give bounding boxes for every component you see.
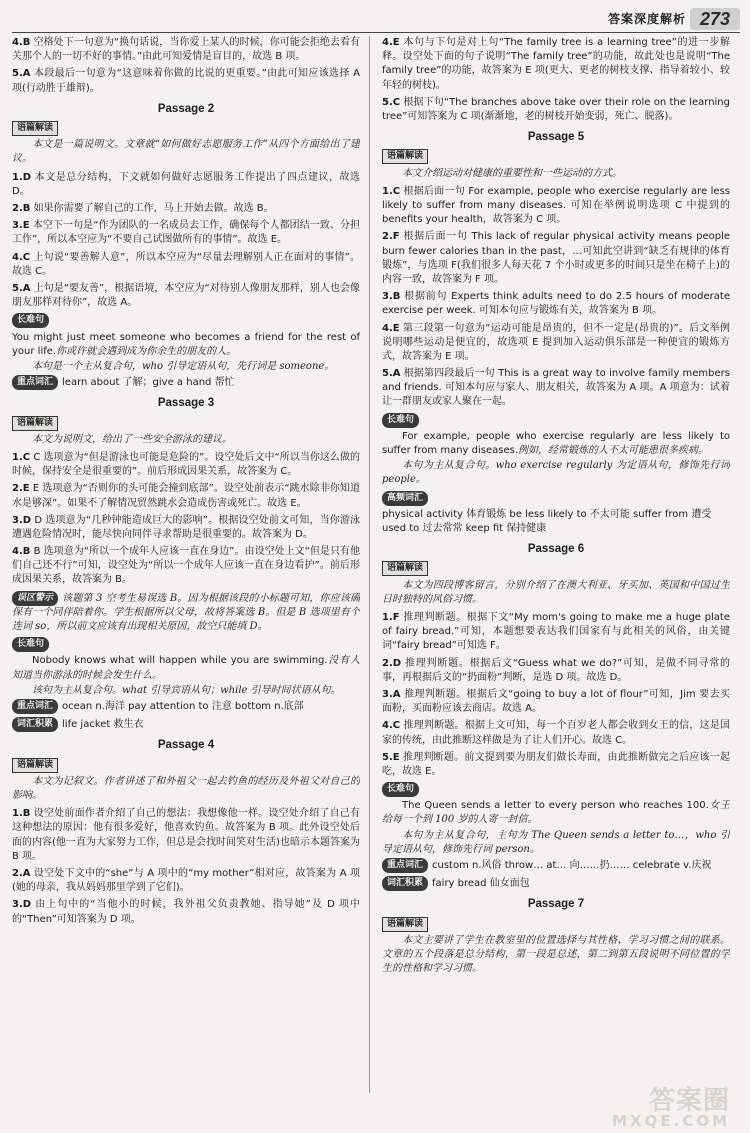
passage-6-answers	[382, 611, 730, 779]
passage-6-title: Passage 6	[527, 543, 585, 556]
vocab-tag: 词汇积累	[12, 717, 58, 732]
answer-number: 3.D	[12, 899, 32, 911]
answer-explanation: B 选项意为“所以一个成年人应该一直在身边”。由设空处上文“但是只有他们自己还不行”可知，设空处为“所以一个成年人应该一直在身边看护”。前后形成因果关系，故答案为 B。	[12, 546, 360, 586]
answer-number: 4.E	[382, 37, 400, 48]
long-sentence-en: The Queen sends a letter to every person who reaches 100.	[402, 800, 709, 812]
site-watermark	[612, 1088, 730, 1129]
answer-number: 5.A	[12, 282, 31, 294]
long-sentence-en: For example, people who exercise regularly are less likely to suffer from many diseases.	[382, 430, 730, 457]
answer-item	[382, 657, 730, 685]
error-warning-tag: 误区警示	[12, 591, 58, 606]
passage-3-summary: 本文为说明文，给出了一些安全游泳的建议。	[32, 433, 232, 445]
answer-number: 5.E	[382, 751, 400, 763]
passage-7-summary: 本文主要讲了学生在教室里的位置选择与其性格、学习习惯之间的联系。文章的五个段落是总分结构，第一段是总述，第二到第五段说明不同位置的学生的性格和学习习惯。	[382, 934, 730, 975]
answer-number: 5.A	[382, 368, 401, 380]
vocab-tag: 重点词汇	[12, 699, 58, 714]
header-title: 答案深度解析	[607, 12, 686, 26]
answer-explanation: 根据后面一句 This lack of regular physical activity means people burn fewer calories than in the past，…可知此空讲到“缺乏有规律的体育锻炼”，与选项 F(我们很多人每天花 7 个小时或更多的时间只是坐在椅子上)的内容一致，故答案为 F 项。	[382, 231, 730, 285]
answer-number: 5.A	[12, 68, 31, 80]
passage-2-title: Passage 2	[157, 102, 215, 115]
vocab-tag: 重点词汇	[382, 858, 428, 873]
answer-explanation: 本文是总分结构，下文就如何做好志愿服务工作提出了四点建议，故选 D。	[12, 171, 360, 197]
answer-explanation: 上句是“要友善”，根据语境，本空应为“对待别人像朋友那样，别人也会像朋友那样对待你”，故选 A。	[12, 282, 360, 309]
vocab-text: learn about 了解；give a hand 帮忙	[62, 377, 235, 389]
answer-item	[382, 719, 730, 747]
long-sentence-cn: 你或许就会遇到成为你余生的朋友的人。	[56, 345, 237, 357]
answer-explanation: 本句与下句是对上句“The family tree is a learning tree”的进一步解释。设空处下面的句子说明“The family tree”的功能，故此处也是说明“The family tree”的功能，故答案为 E 项(更大、更老的树枝支撑、指导着较小、较年轻的树枝)。	[382, 37, 730, 91]
answer-explanation: 推理判断题。根据上文可知，每一个百岁老人都会收到女王的信，这是国家的传统，由此推断这样做是为了让人们开心。故选 C。	[382, 720, 730, 746]
passage-5-summary: 本文介绍运动对健康的重要性和一些运动的方式。	[402, 167, 622, 179]
answer-item	[12, 867, 360, 895]
answer-number: 1.D	[12, 171, 32, 183]
vocab-text: life jacket 救生衣	[62, 719, 144, 731]
long-sentence-note: 本句为主从复合句，主句为 The Queen sends a letter to…，who 引导定语从句，修饰先行词 person。	[382, 829, 730, 855]
vocab-tag: 词汇积累	[382, 876, 428, 891]
answer-number: 3.D	[12, 514, 32, 526]
answer-item	[12, 171, 360, 199]
long-sentence-cn: 女王给每一个到 100 岁的人寄一封信。	[382, 800, 730, 826]
long-sentence-cn: 例如，经常锻炼的人不太可能患很多疾病。	[518, 445, 709, 457]
error-warning-text: 该题第 3 空考生易误选 B。因为根据该段的小标题可知，你应该确保有一个同伴陪着你。学生根据所以父母，故将答案选 B。但是 B 选项里有个连词 so，所以前文应该有出现相关原因，故空只能填 D。	[12, 592, 360, 633]
answer-item	[382, 96, 730, 124]
header-rule	[12, 32, 740, 33]
answer-number: 3.A	[382, 688, 401, 700]
answer-number: 3.B	[382, 291, 401, 303]
long-sentence-tag: 长难句	[382, 413, 419, 428]
long-sentence-en: Nobody knows what will happen while you are swimming.	[32, 655, 328, 667]
vocab-tag: 高频词汇	[382, 491, 428, 506]
answer-item	[12, 251, 360, 279]
long-sentence-en: You might just meet someone who becomes a friend for the rest of your life.	[12, 331, 360, 357]
passage-5-answers	[382, 185, 730, 410]
watermark-main: 答案圈	[648, 1086, 730, 1116]
answer-explanation: 第三段第一句意为“运动可能是昂贵的，但不一定是(昂贵的)”。后文举例说明哪些运动是便宜的，故选项 E 提到加入运动俱乐部是一种便宜的锻炼方式，故答案为 E 项。	[382, 322, 730, 362]
page-header	[0, 8, 750, 30]
answer-number: 1.C	[12, 451, 31, 463]
answer-item	[382, 688, 730, 716]
answer-number: 5.C	[382, 96, 401, 108]
answer-explanation: 如果你需要了解自己的工作，马上开始去做。故选 B。	[30, 203, 274, 215]
vocab-tag: 重点词汇	[12, 375, 58, 390]
vocab-text: ocean n.海洋 pay attention to 注意 bottom n.底部	[62, 700, 304, 712]
long-sentence-note: 该句为主从复合句。what 引导宾语从句；while 引导时间状语从句。	[32, 684, 341, 696]
answer-number: 4.B	[12, 546, 31, 558]
section-tag: 语篇解读	[12, 121, 58, 136]
right-column	[382, 36, 730, 1103]
answer-number: 4.E	[382, 322, 400, 334]
answer-item	[382, 751, 730, 779]
answer-explanation: 根据下句“The branches above take over their role on the learning tree”可知答案为 C 项(渐渐地，老的树枝开始变弱，死亡、脱落)。	[382, 96, 730, 122]
answer-item	[12, 898, 360, 926]
vocab-text: physical activity 体育锻炼 be less likely to 不太可能 suffer from 遭受 used to 过去常常 keep fit 保持健康	[382, 508, 712, 534]
answer-number: 4.C	[382, 720, 401, 732]
answer-explanation: 本空下一句是“作为团队的一名成员去工作，确保每个人都团结一致、分担工作”，所以本空应为“不要自己试图做所有的事情”。故选 E。	[12, 220, 360, 246]
answer-explanation: 上句说“要善解人意”，所以本空应为“尽量去理解别人正在面对的事情”。故选 C。	[12, 251, 360, 277]
page-number: 273	[690, 8, 740, 30]
answer-number: 1.B	[12, 808, 31, 820]
answer-number: 2.A	[12, 867, 31, 879]
answer-item	[12, 36, 360, 64]
passage-6-summary: 本文为四段博客留言，分别介绍了在澳大利亚、牙买加、英国和中国过生日时独特的风俗习惯。	[382, 579, 730, 605]
long-sentence-note: 本句为主从复合句。who exercise regularly 为定语从句，修饰先行词 people。	[382, 460, 730, 486]
answer-number: 2.D	[382, 657, 402, 669]
passage-2-summary: 本文是一篇说明文。文章就“如何做好志愿服务工作”从四个方面给出了建议。	[12, 139, 360, 165]
answer-explanation: 由上句中的“当他小的时候，我外祖父负责教她、指导她”及 D 项中的“Then”可知答案为 D 项。	[12, 899, 360, 925]
answer-item	[382, 322, 730, 365]
section-tag: 语篇解读	[382, 149, 428, 164]
answer-explanation: 推理判断题。前文提到要为朋友们做长寿面，由此推断做完之后应该一起吃，故选 E。	[382, 751, 730, 777]
answer-explanation: 推理判断题。根据下文“My mom's going to make me a huge plate of fairy bread.”可知，本题想要表达我们国家有与此相关的风俗，由关键词“fairy bread”可知选 F。	[382, 612, 730, 652]
passage-7-title: Passage 7	[527, 898, 585, 911]
answer-number: 2.F	[382, 231, 400, 243]
answer-number: 4.C	[12, 251, 31, 263]
long-sentence-cn: 没有人知道当你游泳的时候会发生什么。	[12, 655, 360, 681]
answer-explanation: 设空处下文中的“she”与 A 项中的“my mother”相对应，故答案为 A 项(她的母亲，我从妈妈那里学到了它们)。	[12, 867, 360, 894]
long-sentence-note: 本句是一个主从复合句，who 引导定语从句，先行词是 someone。	[32, 360, 335, 372]
answer-item	[12, 202, 360, 216]
answer-number: 3.E	[12, 220, 30, 232]
passage-1-answers	[12, 36, 360, 96]
answer-item	[12, 219, 360, 247]
section-tag: 语篇解读	[382, 561, 428, 576]
answer-item	[12, 514, 360, 542]
passage-4-summary: 本文为记叙文。作者讲述了和外祖父一起去钓鱼的经历及外祖父对自己的影响。	[12, 775, 360, 802]
long-sentence-tag: 长难句	[382, 782, 419, 797]
answer-explanation: 根据第四段最后一句 This is a great way to involve family members and friends. 可知本句应与家人、朋友相关，故答案为 A 项。A 项意为：试着让一群朋友或家人聚在一起。	[382, 368, 730, 408]
answer-item	[382, 36, 730, 93]
answer-item	[12, 451, 360, 479]
answer-explanation: E 选项意为“否则你的头可能会撞到底部”。设空处前表示“跳水除非你知道水是够深”。如果不了解情况贸然跳水会造成伤害或死亡。故选 E。	[12, 483, 360, 509]
answer-item	[382, 185, 730, 228]
passage-4-answers	[12, 807, 360, 927]
answer-explanation: 设空处前面作者介绍了自己的想法：我想像他一样。设空处介绍了自己有这种想法的原因：他有很多爱好，他喜欢钓鱼。故答案为 B 项。此外设空处后面的内容(他一直为大家努力工作，但总是会找时间笑对生活)也暗示本题答案为 B 项。	[12, 808, 360, 862]
watermark-sub: MXQE.COM	[612, 1112, 730, 1130]
answer-item	[12, 545, 360, 588]
answer-item	[382, 367, 730, 410]
answer-item	[382, 611, 730, 654]
answer-number: 1.F	[382, 612, 400, 624]
answer-explanation: 推理判断题。根据后文“going to buy a lot of flour”可知，Jim 要去买面粉，买面粉应该去商店。故选 A。	[382, 688, 730, 715]
answer-item	[12, 807, 360, 864]
answer-explanation: C 选项意为“但是游泳也可能是危险的”。设空处后文中“所以当你这么做的时候，保持安全是很重要的”。前后形成因果关系，故答案为 C。	[12, 451, 360, 478]
answer-number: 2.B	[12, 203, 31, 215]
vocab-text: fairy bread 仙女面包	[432, 878, 530, 890]
answer-explanation: 根据前句 Experts think adults need to do 2.5 hours of moderate exercise per week. 可知本句应与锻炼有关，故答案为 B 项。	[382, 291, 730, 317]
section-tag: 语篇解读	[382, 917, 428, 932]
long-sentence-tag: 长难句	[12, 637, 49, 652]
section-tag: 语篇解读	[12, 758, 58, 773]
column-divider	[369, 36, 370, 1093]
answer-item	[12, 482, 360, 510]
answer-number: 2.E	[12, 483, 30, 495]
answer-item	[12, 282, 360, 310]
passage-4-title: Passage 4	[157, 739, 215, 752]
answer-item	[382, 290, 730, 318]
answer-explanation: 本段最后一句意为“这意味着你做的比说的更重要。”由此可知应该选择 A 项(行动胜于雄辩)。	[12, 68, 360, 94]
answer-explanation: 根据后面一句 For example, people who exercise regularly are less likely to suffer from many diseases. 可知在举例说明选项 C 中提到的 benefits your health，故答案为 C 项。	[382, 185, 730, 226]
passage-4-answers-cont	[382, 36, 730, 124]
passage-3-answers	[12, 451, 360, 588]
passage-2-answers	[12, 171, 360, 311]
passage-5-title: Passage 5	[527, 131, 585, 144]
answer-explanation: 推理判断题。根据后文“Guess what we do?”可知，是做不同寻常的事，再根据后文的“扔面粉”判断，是选 D 项。故选 D。	[382, 657, 730, 683]
answer-explanation: D 选项意为“几秒钟能造成巨大的影响”。根据设空处前文可知，当你游泳遭遇危险情况时，能尽快向同伴寻求帮助是很重要的。故答案为 D。	[12, 514, 360, 540]
left-column	[12, 36, 360, 1103]
answer-item	[12, 67, 360, 95]
long-sentence-tag: 长难句	[12, 313, 49, 328]
answer-explanation: 空格处下一句意为“换句话说，当你爱上某人的时候，你可能会拒绝去看有关那个人的一切不好的事情。”由此可知爱情是盲目的，故选 B 项。	[12, 37, 360, 63]
answer-number: 4.B	[12, 37, 31, 48]
passage-3-title: Passage 3	[157, 397, 215, 410]
section-tag: 语篇解读	[12, 416, 58, 431]
vocab-text: custom n.风俗 throw… at… 向……扔…… celebrate v.庆祝	[432, 860, 712, 872]
answer-number: 1.C	[382, 185, 401, 197]
answer-item	[382, 230, 730, 287]
